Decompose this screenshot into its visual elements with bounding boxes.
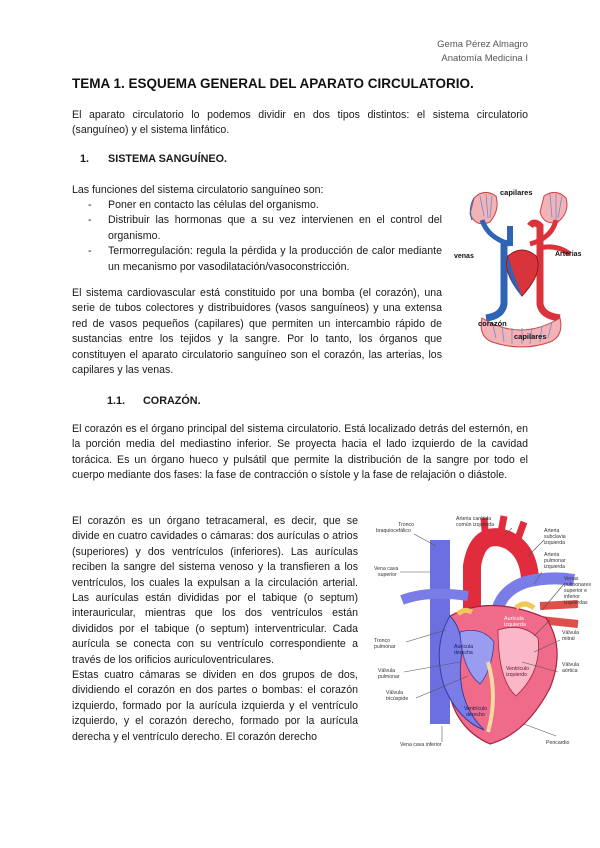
section-1-number: 1. [80,153,90,165]
label-venas-pulm-1: Venas [564,576,579,582]
label-tronco-pulm-1: Tronco [374,638,390,644]
section-1-title: SISTEMA SANGUÍNEO. [108,153,227,165]
label-arteria-carotida-1: Arteria carótida [456,516,492,522]
label-art-pulmonar-2: pulmonar [544,558,566,564]
label-aorta: Aorta [498,566,511,572]
section-1-1-heading [107,395,201,407]
intro-paragraph: El aparato circulatorio lo podemos dividir en dos tipos distintos: el sistema circulatorio (sanguíneo) y el sistema linfático. [72,109,528,137]
document-title: TEMA 1. ESQUEMA GENERAL DEL APARATO CIRCULATORIO. [72,76,474,91]
label-ventriculo-izq-1: Ventrículo [506,666,530,672]
page-header [437,38,528,66]
lung-capillaries [470,192,567,223]
label-valvula-pulm-2: pulmonar [378,674,400,680]
label-subclavia-1: Arteria [544,528,560,534]
label-valvula-mitral-2: mitral [562,636,575,642]
section-1-1-title: CORAZÓN. [143,395,201,407]
label-ventriculo-izq-2: izquierdo [506,672,528,678]
label-venas-pulm-5: izquierdas [564,600,588,606]
author-name: Gema Pérez Almagro [437,39,528,50]
label-valvula-tric-2: tricúspide [386,696,409,702]
functions-lead: Las funciones del sistema circulatorio sanguíneo son: [72,184,324,196]
label-valvula-aortica-1: Válvula [562,662,580,668]
section-1-1-number: 1.1. [107,395,126,407]
heart-body [445,605,557,744]
label-auricula-izq-1: Aurícula [504,616,524,622]
circulation-diagram [452,186,588,352]
label-tronco-pulm-2: pulmonar [374,644,396,650]
label-venas-pulm-3: superior e [564,588,588,594]
list-item: - Distribuir las hormonas que a su vez intervienen en el control del organismo. [72,213,442,244]
course-name: Anatomía Medicina I [441,53,528,64]
list-item: - Poner en contacto las células del organismo. [72,198,442,213]
heart-definition-paragraph: El corazón es el órgano principal del sistema circulatorio. Está localizado detrás del esternón, en la porción media del mediastino inferior. Se proyecta hacia el lado izquierdo de la cavidad torácica. Es un órgano hueco y pulsátil que permite la distribución de la sangre por todo el cuerpo mediante dos fases: la fase de contracción o sístole y la fase de relajación o diástole. [72,423,528,482]
label-valvula-pulm-1: Válvula [378,668,396,674]
label-arterias: Arterias [555,251,582,258]
label-subclavia-3: izquierda [544,540,566,546]
list-item: - Termorregulación: regula la pérdida y la producción de calor mediante un mecanismo por vasodilatación/vasoconstricción. [72,244,442,275]
label-valvula-mitral-1: Válvula [562,630,580,636]
label-vena-cava-inf: Vena cava inferior [400,742,442,748]
label-valvula-tric-1: Válvula [386,690,404,696]
label-venas-pulm-4: inferior [564,594,580,600]
functions-list [72,198,442,275]
cardiovascular-paragraph: El sistema cardiovascular está constituido por una bomba (el corazón), una serie de tubos colectores y distribuidores (vasos sanguíneos) y una extensa red de vasos pequeños (capilares) que permiten un intercambio rápido de sustancias entre los tejidos y la sangre. Por lo tanto, los órganos que constituyen el aparato circulatorio sanguíneo son el corazón, las arterias, los capilares y las venas. [72,287,442,377]
label-capilares-bottom: capilares [514,332,547,341]
label-art-pulmonar-1: Arteria [544,552,560,558]
label-tronco-braq-2: braquiocefálico [376,528,411,534]
label-vena-cava-sup-1: Vena cava [374,566,399,572]
label-auricula-izq-2: izquierda [504,622,526,628]
label-subclavia-2: subclavia [544,534,566,540]
label-ventriculo-der-2: derecho [466,712,485,718]
label-pericardio: Pericardio [546,740,570,746]
label-ventriculo-der-1: Ventrículo [464,706,488,712]
label-corazon: corazón [478,319,507,328]
label-tronco-braq-1: Tronco [398,522,414,528]
chambers-paragraph: Estas cuatro cámaras se dividen en dos grupos de dos, dividiendo el corazón en dos partes o bombas: el corazón izquierdo, formado por la aurícula izquierda y el ventrículo izquierdo, y el corazón derecho, formado por la aurícula derecha y el ventrículo derecho. El corazón derecho [72,669,358,743]
section-1-heading [80,153,227,165]
tetracameral-paragraph: El corazón es un órgano tetracameral, es decir, que se divide en cuatro cavidades o cámaras: dos aurículas o atrios (superiores) y dos ventrículos (inferiores). Las aurículas reciben la sangre del sistema venoso y la transfieren a los ventrículos, los cuales la expulsan a la circulación arterial. Las aurículas están divididas por el tabique (o septum) interauricular, mientras que los dos ventrículos están divididos por el tabique (o septum) interventricular. Cada aurícula se conecta con su ventrículo correspondiente a través de los orificios auriculoventriculares. [72,515,358,666]
label-capilares-top: capilares [500,188,533,197]
label-venas: venas [454,253,474,260]
vein-vessel [486,240,504,318]
label-valvula-aortica-2: aórtica [562,668,578,674]
label-venas-pulm-2: pulmonares [564,582,592,588]
heart-anatomy-diagram [364,512,600,750]
label-vena-cava-sup-2: superior [378,572,397,578]
label-auricula-der-2: derecha [454,650,473,656]
label-art-pulmonar-3: izquierda [544,564,566,570]
label-arteria-carotida-2: común izquierda [456,522,495,528]
label-auricula-der-1: Aurícula [454,644,474,650]
